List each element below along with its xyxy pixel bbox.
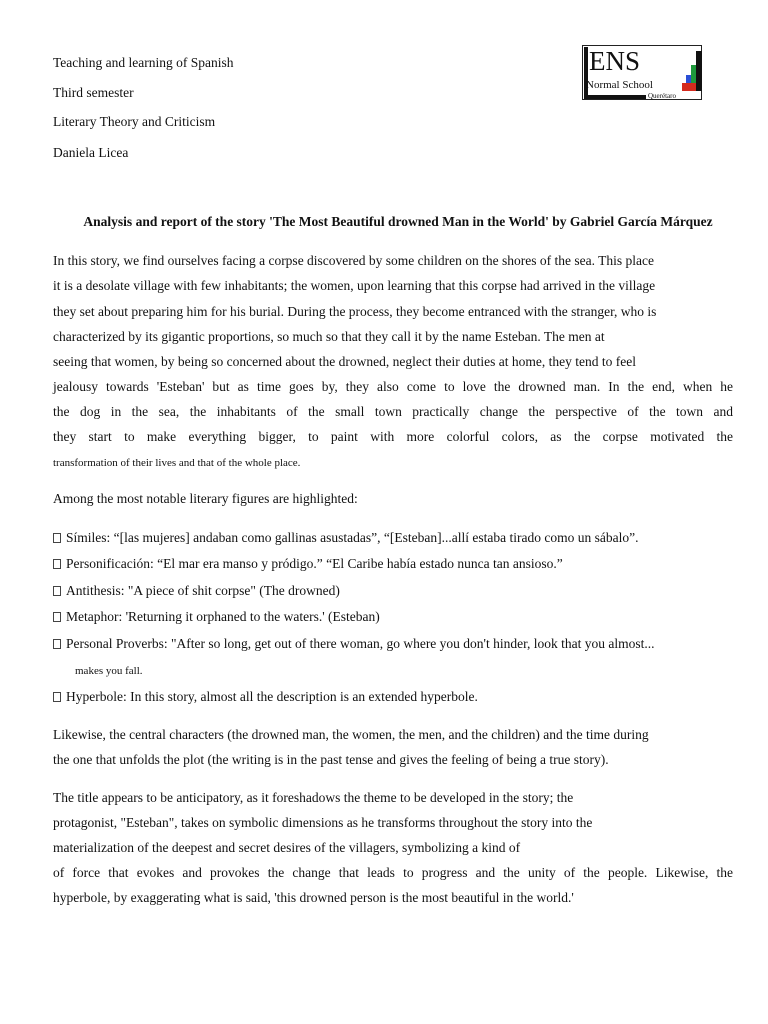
header-author: Daniela Licea	[53, 145, 129, 160]
paragraph1-line: it is a desolate village with few inhabitants; the women, upon learning that this corpse had arrived in the village	[53, 278, 656, 293]
figure-item	[53, 556, 563, 572]
bullet-box-icon	[53, 533, 61, 543]
figure-item	[53, 583, 340, 599]
figure-continuation: makes you fall.	[75, 665, 143, 677]
paragraph1-line: jealousy towards 'Esteban' but as time goes by, they also come to love the drowned man. In the end, when he	[53, 379, 733, 394]
logo-ens-text: ENS	[589, 46, 641, 76]
figure-text: Hyperbole: In this story, almost all the description is an extended hyperbole.	[66, 689, 478, 704]
header-subject: Literary Theory and Criticism	[53, 114, 216, 129]
page-title: Analysis and report of the story 'The Most Beautiful drowned Man in the World' by Gabriel García Márquez	[83, 214, 713, 229]
paragraph1-line: transformation of their lives and that of the whole place.	[53, 457, 301, 469]
paragraph2-line: Likewise, the central characters (the drowned man, the women, the men, and the children) and the time during	[53, 727, 649, 742]
logo-subtitle: Normal School	[586, 79, 653, 91]
paragraph2-line: the one that unfolds the plot (the writing is in the past tense and gives the feeling of being a true story).	[53, 752, 609, 767]
paragraph1-line: characterized by its gigantic proportions, so much so that they call it by the name Esteban. The men at	[53, 329, 605, 344]
paragraph3-line: hyperbole, by exaggerating what is said, 'this drowned person is the most beautiful in the world.'	[53, 890, 574, 905]
paragraph3-line: materialization of the deepest and secret desires of the villagers, symbolizing a kind of	[53, 840, 521, 855]
paragraph3-line: protagonist, "Esteban", takes on symbolic dimensions as he transforms throughout the story into the	[53, 815, 593, 830]
figures-intro: Among the most notable literary figures are highlighted:	[53, 491, 358, 506]
bullet-box-icon	[53, 612, 61, 622]
bullet-box-icon	[53, 692, 61, 702]
header-course: Teaching and learning of Spanish	[53, 55, 234, 70]
logo-accent-icon	[682, 51, 704, 95]
figure-item	[53, 609, 380, 625]
paragraph1-line: seeing that women, by being so concerned about the drowned, neglect their duties at home, they tend to feel	[53, 354, 636, 369]
logo-location: Querétaro	[648, 92, 676, 100]
logo-left-bar	[584, 47, 588, 99]
logo-bottom-bar	[584, 95, 646, 99]
figure-text: Metaphor: 'Returning it orphaned to the waters.' (Esteban)	[66, 609, 380, 624]
paragraph1-line: they set about preparing him for his burial. During the process, they become entranced with the stranger, who is	[53, 304, 657, 319]
figure-item	[53, 530, 638, 546]
ens-logo	[582, 45, 706, 103]
paragraph3-line: of force that evokes and provokes the change that leads to progress and the unity of the people. Likewise, the	[53, 865, 733, 880]
paragraph1-line: the dog in the sea, the inhabitants of the small town practically change the perspective of the town and	[53, 404, 733, 419]
figure-text: Personal Proverbs: "After so long, get out of there woman, go where you don't hinder, look that you almost...	[66, 636, 655, 651]
bullet-box-icon	[53, 586, 61, 596]
figure-item	[53, 689, 478, 705]
bullet-box-icon	[53, 559, 61, 569]
figure-item	[53, 636, 655, 652]
figure-text: Personificación: “El mar era manso y pródigo.” “El Caribe había estado nunca tan ansioso.”	[66, 556, 563, 571]
header-semester: Third semester	[53, 85, 134, 100]
figure-text: Antithesis: "A piece of shit corpse" (The drowned)	[66, 583, 340, 598]
paragraph1-line: they start to make everything bigger, to paint with more colorful colors, as the corpse motivated the	[53, 429, 733, 444]
paragraph1-line: In this story, we find ourselves facing a corpse discovered by some children on the shores of the sea. This place	[53, 253, 654, 268]
paragraph3-line: The title appears to be anticipatory, as it foreshadows the theme to be developed in the story; the	[53, 790, 574, 805]
figure-text: Símiles: “[las mujeres] andaban como gallinas asustadas”, “[Esteban]...allí estaba tirado como un sábalo”.	[66, 530, 639, 545]
bullet-box-icon	[53, 639, 61, 649]
